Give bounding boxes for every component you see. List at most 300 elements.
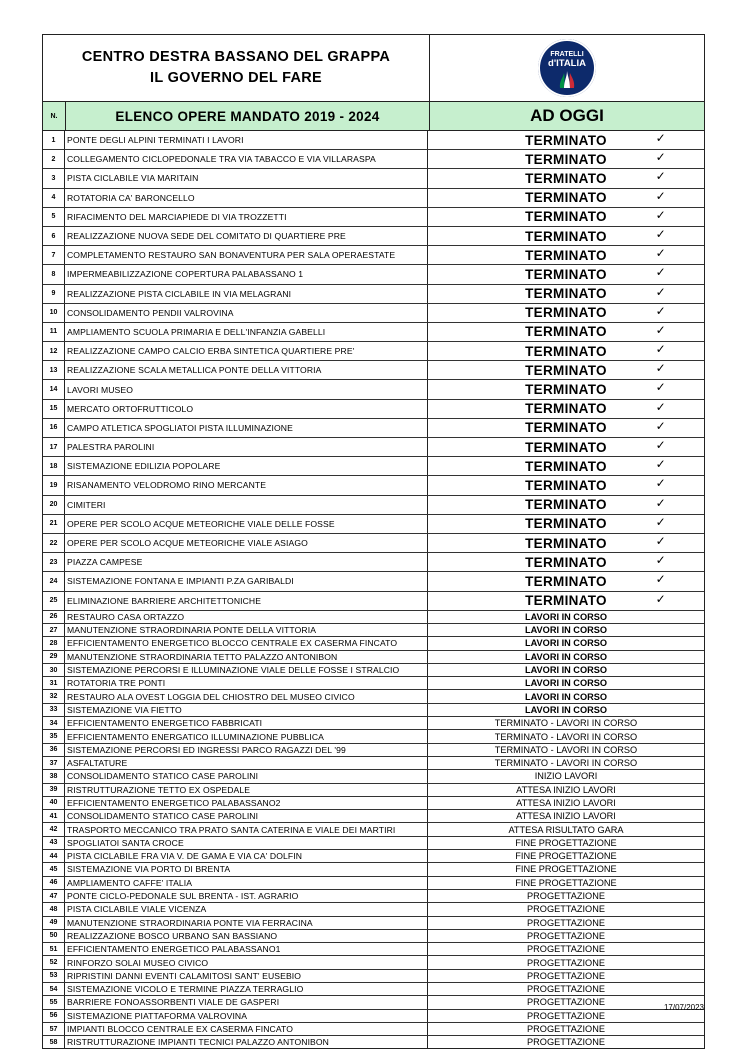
works-table <box>42 34 705 1049</box>
row-description: MERCATO ORTOFRUTTICOLO <box>65 400 428 418</box>
table-row <box>43 690 704 703</box>
status-text: TERMINATO <box>525 343 607 359</box>
table-row <box>43 342 704 361</box>
row-number: 38 <box>43 770 65 782</box>
row-number: 7 <box>43 246 65 264</box>
checkmark-icon: ✓ <box>655 495 666 510</box>
table-row <box>43 664 704 677</box>
row-number: 3 <box>43 169 65 187</box>
row-description: REALIZZAZIONE BOSCO URBANO SAN BASSIANO <box>65 930 428 942</box>
row-status <box>428 304 704 322</box>
row-description: IMPERMEABILIZZAZIONE COPERTURA PALABASSANO 1 <box>65 265 428 283</box>
status-text: TERMINATO <box>525 132 607 148</box>
table-row <box>43 956 704 969</box>
table-row <box>43 380 704 399</box>
row-status <box>428 983 704 995</box>
row-number: 24 <box>43 572 65 590</box>
status-text: TERMINATO <box>525 535 607 551</box>
row-number: 19 <box>43 476 65 494</box>
table-row <box>43 797 704 810</box>
row-description: PISTA CICLABILE FRA VIA V. DE GAMA E VIA CA' DOLFIN <box>65 850 428 862</box>
table-row <box>43 903 704 916</box>
status-text: PROGETTAZIONE <box>527 1024 605 1035</box>
column-status-header: AD OGGI <box>530 106 604 125</box>
row-number: 57 <box>43 1023 65 1035</box>
table-row <box>43 970 704 983</box>
row-status <box>428 823 704 835</box>
row-status <box>428 890 704 902</box>
row-status <box>428 917 704 929</box>
table-row <box>43 553 704 572</box>
row-description: RINFORZO SOLAI MUSEO CIVICO <box>65 956 428 968</box>
checkmark-icon: ✓ <box>655 226 666 241</box>
row-status <box>428 208 704 226</box>
checkmark-icon: ✓ <box>655 150 666 165</box>
row-status <box>428 457 704 475</box>
table-row <box>43 304 704 323</box>
table-row <box>43 757 704 770</box>
checkmark-icon: ✓ <box>655 131 666 145</box>
row-description: SISTEMAZIONE EDILIZIA POPOLARE <box>65 457 428 475</box>
table-row <box>43 837 704 850</box>
table-row <box>43 877 704 890</box>
status-text: LAVORI IN CORSO <box>524 691 607 702</box>
row-description: RISTRUTTURAZIONE IMPIANTI TECNICI PALAZZO ANTONIBON <box>65 1036 428 1048</box>
table-row <box>43 943 704 956</box>
row-description: RESTAURO CASA ORTAZZO <box>65 611 428 623</box>
row-description: ASFALTATURE <box>65 757 428 769</box>
row-number: 11 <box>43 323 65 341</box>
row-number: 23 <box>43 553 65 571</box>
row-description: EFFICIENTAMENTO ENERGETICO PALABASSANO2 <box>65 797 428 809</box>
status-text: INIZIO LAVORI <box>534 771 598 782</box>
row-description: SISTEMAZIONE PERCORSI ED INGRESSI PARCO RAGAZZI DEL '99 <box>65 744 428 756</box>
table-header <box>43 35 704 102</box>
checkmark-icon: ✓ <box>655 514 666 529</box>
row-number: 15 <box>43 400 65 418</box>
checkmark-icon: ✓ <box>655 342 666 357</box>
row-number: 48 <box>43 903 65 915</box>
table-row <box>43 189 704 208</box>
row-status <box>428 624 704 636</box>
table-row <box>43 651 704 664</box>
status-text: TERMINATO <box>525 170 607 186</box>
row-status <box>428 496 704 514</box>
row-status <box>428 863 704 875</box>
row-description: EFFICIENTAMENTO ENERGATICO ILLUMINAZIONE PUBBLICA <box>65 730 428 742</box>
status-text: TERMINATO <box>525 401 607 417</box>
status-text: TERMINATO <box>525 190 607 206</box>
row-description: BARRIERE FONOASSORBENTI VIALE DE GASPERI <box>65 996 428 1008</box>
row-description: SISTEMAZIONE FONTANA E IMPIANTI P.ZA GARIBALDI <box>65 572 428 590</box>
status-text: TERMINATO <box>525 324 607 340</box>
row-status <box>428 877 704 889</box>
row-status <box>428 592 704 610</box>
row-status <box>428 797 704 809</box>
table-row <box>43 770 704 783</box>
row-status <box>428 265 704 283</box>
row-number: 43 <box>43 837 65 849</box>
row-number: 1 <box>43 131 65 149</box>
table-row <box>43 611 704 624</box>
checkmark-icon: ✓ <box>655 476 666 491</box>
row-status <box>428 342 704 360</box>
checkmark-icon: ✓ <box>655 399 666 414</box>
row-status <box>428 515 704 533</box>
row-number: 21 <box>43 515 65 533</box>
row-description: IMPIANTI BLOCCO CENTRALE EX CASERMA FINCATO <box>65 1023 428 1035</box>
row-status <box>428 285 704 303</box>
row-description: CIMITERI <box>65 496 428 514</box>
table-row <box>43 227 704 246</box>
row-description: MANUTENZIONE STRAORDINARIA TETTO PALAZZO ANTONIBON <box>65 651 428 663</box>
row-number: 54 <box>43 983 65 995</box>
table-row <box>43 323 704 342</box>
status-text: FINE PROGETTAZIONE <box>515 837 617 848</box>
status-text: TERMINATO <box>525 305 607 321</box>
checkmark-icon: ✓ <box>655 322 666 337</box>
status-text: TERMINATO <box>525 420 607 436</box>
status-text: TERMINATO <box>525 554 607 570</box>
row-description: ELIMINAZIONE BARRIERE ARCHITETTONICHE <box>65 592 428 610</box>
checkmark-icon: ✓ <box>655 380 666 395</box>
row-description: REALIZZAZIONE SCALA METALLICA PONTE DELLA VITTORIA <box>65 361 428 379</box>
row-number: 53 <box>43 970 65 982</box>
row-number: 22 <box>43 534 65 552</box>
row-number: 17 <box>43 438 65 456</box>
status-text: PROGETTAZIONE <box>527 957 605 968</box>
row-description: RIPRISTINI DANNI EVENTI CALAMITOSI SANT' EUSEBIO <box>65 970 428 982</box>
row-description: REALIZZAZIONE NUOVA SEDE DEL COMITATO DI QUARTIERE PRE <box>65 227 428 245</box>
table-row <box>43 1036 704 1048</box>
row-description: PISTA CICLABILE VIALE VICENZA <box>65 903 428 915</box>
row-number: 55 <box>43 996 65 1008</box>
checkmark-icon: ✓ <box>655 418 666 433</box>
row-number: 32 <box>43 690 65 702</box>
row-number: 16 <box>43 419 65 437</box>
row-number: 29 <box>43 651 65 663</box>
row-status <box>428 837 704 849</box>
table-row <box>43 863 704 876</box>
row-status <box>428 169 704 187</box>
row-number: 40 <box>43 797 65 809</box>
row-status <box>428 730 704 742</box>
table-row <box>43 592 704 611</box>
row-status <box>428 956 704 968</box>
row-description: ROTATORIA CA' BARONCELLO <box>65 189 428 207</box>
table-row <box>43 983 704 996</box>
row-number: 56 <box>43 1010 65 1022</box>
row-number: 2 <box>43 150 65 168</box>
status-text: TERMINATO <box>525 593 607 609</box>
row-status <box>428 438 704 456</box>
status-text: ATTESA INIZIO LAVORI <box>516 811 616 822</box>
row-number: 49 <box>43 917 65 929</box>
status-text: LAVORI IN CORSO <box>524 665 607 676</box>
row-number: 33 <box>43 704 65 716</box>
checkmark-icon: ✓ <box>655 457 666 472</box>
row-description: ROTATORIA TRE PONTI <box>65 677 428 689</box>
row-number: 20 <box>43 496 65 514</box>
row-status <box>428 903 704 915</box>
row-description: TRASPORTO MECCANICO TRA PRATO SANTA CATERINA E VIALE DEI MARTIRI <box>65 823 428 835</box>
row-number: 39 <box>43 784 65 796</box>
table-row <box>43 265 704 284</box>
row-status <box>428 361 704 379</box>
row-status <box>428 323 704 341</box>
table-row <box>43 400 704 419</box>
row-status <box>428 717 704 729</box>
checkmark-icon: ✓ <box>655 553 666 568</box>
status-text: LAVORI IN CORSO <box>524 651 607 662</box>
row-number: 5 <box>43 208 65 226</box>
row-description: OPERE PER SCOLO ACQUE METEORICHE VIALE DELLE FOSSE <box>65 515 428 533</box>
row-status <box>428 757 704 769</box>
table-row <box>43 496 704 515</box>
header-title <box>43 35 430 101</box>
status-text: LAVORI IN CORSO <box>524 611 607 622</box>
row-status <box>428 770 704 782</box>
row-description: COLLEGAMENTO CICLOPEDONALE TRA VIA TABACCO E VIA VILLARASPA <box>65 150 428 168</box>
status-text: TERMINATO <box>525 439 607 455</box>
table-row <box>43 823 704 836</box>
status-text: LAVORI IN CORSO <box>524 704 607 715</box>
row-description: OPERE PER SCOLO ACQUE METEORICHE VIALE ASIAGO <box>65 534 428 552</box>
table-row <box>43 624 704 637</box>
table-row <box>43 1010 704 1023</box>
row-number: 47 <box>43 890 65 902</box>
table-row <box>43 744 704 757</box>
row-status <box>428 131 704 149</box>
checkmark-icon: ✓ <box>655 438 666 452</box>
row-number: 44 <box>43 850 65 862</box>
row-status <box>428 1036 704 1048</box>
row-number: 6 <box>43 227 65 245</box>
row-number: 30 <box>43 664 65 676</box>
row-number: 10 <box>43 304 65 322</box>
table-row <box>43 677 704 690</box>
status-text: PROGETTAZIONE <box>527 1010 605 1021</box>
table-row <box>43 850 704 863</box>
status-text: FINE PROGETTAZIONE <box>515 877 617 888</box>
row-status <box>428 400 704 418</box>
row-description: PISTA CICLABILE VIA MARITAIN <box>65 169 428 187</box>
row-description: PONTE CICLO-PEDONALE SUL BRENTA - IST. AGRARIO <box>65 890 428 902</box>
checkmark-icon: ✓ <box>655 361 666 376</box>
row-description: LAVORI MUSEO <box>65 380 428 398</box>
status-text: FINE PROGETTAZIONE <box>515 864 617 875</box>
column-number-header: N. <box>43 102 66 130</box>
row-number: 13 <box>43 361 65 379</box>
row-description: REALIZZAZIONE PISTA CICLABILE IN VIA MELAGRANI <box>65 285 428 303</box>
row-description: MANUTENZIONE STRAORDINARIA PONTE DELLA VITTORIA <box>65 624 428 636</box>
table-row <box>43 784 704 797</box>
row-status <box>428 637 704 649</box>
row-status <box>428 704 704 716</box>
row-description: CONSOLIDAMENTO STATICO CASE PAROLINI <box>65 810 428 822</box>
tricolor-flame-icon <box>556 70 578 88</box>
checkmark-icon: ✓ <box>655 572 666 587</box>
row-description: PONTE DEGLI ALPINI TERMINATI I LAVORI <box>65 131 428 149</box>
status-text: PROGETTAZIONE <box>527 891 605 902</box>
table-row <box>43 572 704 591</box>
logo-line-1: FRATELLI <box>550 51 584 58</box>
row-status <box>428 1023 704 1035</box>
status-text: PROGETTAZIONE <box>527 930 605 941</box>
row-description: MANUTENZIONE STRAORDINARIA PONTE VIA FERRACINA <box>65 917 428 929</box>
table-row <box>43 169 704 188</box>
checkmark-icon: ✓ <box>655 265 666 280</box>
row-status <box>428 1010 704 1022</box>
table-row <box>43 704 704 717</box>
row-number: 26 <box>43 611 65 623</box>
row-description: EFFICIENTAMENTO ENERGETICO BLOCCO CENTRALE EX CASERMA FINCATO <box>65 637 428 649</box>
row-status <box>428 189 704 207</box>
logo-line-2: d'ITALIA <box>548 58 586 69</box>
table-row <box>43 150 704 169</box>
checkmark-icon: ✓ <box>655 284 666 299</box>
row-status <box>428 930 704 942</box>
status-text: FINE PROGETTAZIONE <box>515 851 617 862</box>
checkmark-icon: ✓ <box>655 207 666 222</box>
row-status <box>428 784 704 796</box>
row-status <box>428 970 704 982</box>
status-text: LAVORI IN CORSO <box>524 678 607 689</box>
row-status <box>428 810 704 822</box>
row-description: RIFACIMENTO DEL MARCIAPIEDE DI VIA TROZZETTI <box>65 208 428 226</box>
status-text: TERMINATO <box>525 458 607 474</box>
row-status <box>428 664 704 676</box>
status-text: PROGETTAZIONE <box>527 1037 605 1048</box>
row-description: REALIZZAZIONE CAMPO CALCIO ERBA SINTETICA QUARTIERE PRE' <box>65 342 428 360</box>
table-row <box>43 361 704 380</box>
table-row <box>43 890 704 903</box>
row-description: CONSOLIDAMENTO STATICO CASE PAROLINI <box>65 770 428 782</box>
status-text: LAVORI IN CORSO <box>524 625 607 636</box>
table-body <box>43 131 704 1048</box>
row-description: SPOGLIATOI SANTA CROCE <box>65 837 428 849</box>
status-text: TERMINATO <box>525 382 607 398</box>
row-status <box>428 572 704 590</box>
row-status <box>428 651 704 663</box>
table-row <box>43 131 704 150</box>
row-description: RISANAMENTO VELODROMO RINO MERCANTE <box>65 476 428 494</box>
row-status <box>428 690 704 702</box>
row-number: 27 <box>43 624 65 636</box>
checkmark-icon: ✓ <box>655 591 666 606</box>
row-number: 41 <box>43 810 65 822</box>
status-text: TERMINATO <box>525 362 607 378</box>
status-text: TERMINATO <box>525 286 607 302</box>
checkmark-icon: ✓ <box>655 246 666 261</box>
row-number: 9 <box>43 285 65 303</box>
row-number: 45 <box>43 863 65 875</box>
row-number: 52 <box>43 956 65 968</box>
row-description: SISTEMAZIONE VIA FIETTO <box>65 704 428 716</box>
document-date: 17/07/2023 <box>663 1003 704 1012</box>
row-status <box>428 553 704 571</box>
checkmark-icon: ✓ <box>655 533 666 548</box>
status-text: TERMINATO - LAVORI IN CORSO <box>494 758 638 769</box>
status-text: LAVORI IN CORSO <box>524 638 607 649</box>
row-number: 25 <box>43 592 65 610</box>
table-row <box>43 419 704 438</box>
status-text: TERMINATO - LAVORI IN CORSO <box>494 718 638 729</box>
row-status <box>428 150 704 168</box>
status-text: TERMINATO <box>525 151 607 167</box>
table-subheader <box>43 102 704 131</box>
status-text: TERMINATO <box>525 516 607 532</box>
table-row <box>43 930 704 943</box>
row-description: CAMPO ATLETICA SPOGLIATOI PISTA ILLUMINAZIONE <box>65 419 428 437</box>
row-number: 12 <box>43 342 65 360</box>
row-number: 35 <box>43 730 65 742</box>
table-row <box>43 457 704 476</box>
table-row <box>43 515 704 534</box>
row-number: 28 <box>43 637 65 649</box>
fratelli-ditalia-logo <box>538 39 596 97</box>
title-line-1: CENTRO DESTRA BASSANO DEL GRAPPA <box>81 49 391 65</box>
row-number: 34 <box>43 717 65 729</box>
table-row <box>43 438 704 457</box>
status-text: TERMINATO <box>525 247 607 263</box>
row-description: SISTEMAZIONE PERCORSI E ILLUMINAZIONE VIALE DELLE FOSSE I STRALCIO <box>65 664 428 676</box>
row-description: SISTEMAZIONE PIATTAFORMA VALROVINA <box>65 1010 428 1022</box>
status-text: TERMINATO <box>525 573 607 589</box>
table-row <box>43 534 704 553</box>
logo-cell <box>430 35 704 101</box>
row-status <box>428 850 704 862</box>
row-description: PIAZZA CAMPESE <box>65 553 428 571</box>
table-row <box>43 476 704 495</box>
row-status <box>428 227 704 245</box>
table-row <box>43 208 704 227</box>
row-number: 37 <box>43 757 65 769</box>
row-number: 14 <box>43 380 65 398</box>
row-status <box>428 744 704 756</box>
row-description: PALESTRA PAROLINI <box>65 438 428 456</box>
table-row <box>43 246 704 265</box>
row-description: EFFICIENTAMENTO ENERGETICO FABBRICATI <box>65 717 428 729</box>
row-description: EFFICIENTAMENTO ENERGETICO PALABASSANO1 <box>65 943 428 955</box>
row-description: AMPLIAMENTO CAFFE' ITALIA <box>65 877 428 889</box>
row-status <box>428 419 704 437</box>
status-text: TERMINATO <box>525 477 607 493</box>
status-text: TERMINATO - LAVORI IN CORSO <box>494 744 638 755</box>
row-status <box>428 246 704 264</box>
row-number: 58 <box>43 1036 65 1048</box>
row-status <box>428 611 704 623</box>
table-row <box>43 285 704 304</box>
row-number: 31 <box>43 677 65 689</box>
status-text: TERMINATO <box>525 228 607 244</box>
row-number: 51 <box>43 943 65 955</box>
status-text: TERMINATO <box>525 209 607 225</box>
status-text: ATTESA RISULTATO GARA <box>508 824 624 835</box>
row-status <box>428 996 704 1008</box>
checkmark-icon: ✓ <box>655 303 666 318</box>
row-number: 50 <box>43 930 65 942</box>
row-number: 46 <box>43 877 65 889</box>
status-text: ATTESA INIZIO LAVORI <box>516 784 616 795</box>
column-list-header: ELENCO OPERE MANDATO 2019 - 2024 <box>66 102 430 130</box>
status-text: PROGETTAZIONE <box>527 970 605 981</box>
row-number: 8 <box>43 265 65 283</box>
status-text: PROGETTAZIONE <box>527 997 605 1008</box>
row-status <box>428 380 704 398</box>
checkmark-icon: ✓ <box>655 188 666 203</box>
table-row <box>43 810 704 823</box>
